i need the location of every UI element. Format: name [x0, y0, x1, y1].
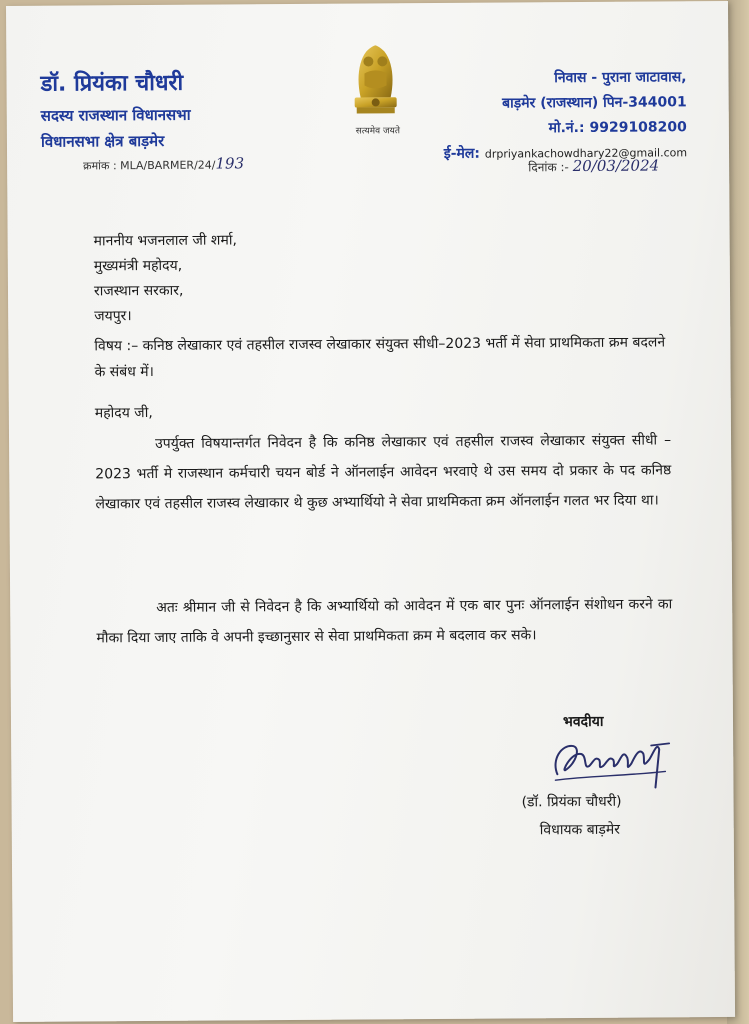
address-line-1: निवास - पुराना जाटावास,: [554, 69, 687, 87]
mobile-number: मो.नं.: 9929108200: [548, 119, 687, 137]
sender-constituency: विधानसभा क्षेत्र बाड़मेर: [40, 131, 165, 151]
letterhead-contact: [443, 67, 687, 169]
date-handwritten: 20/03/2024: [572, 156, 660, 176]
address-line-2: बाड़मेर (राजस्थान) पिन-344001: [502, 94, 687, 112]
signer-title: विधायक बाड़मेर: [539, 821, 621, 839]
addressee-line-2: मुख्यमंत्री महोदय,: [93, 257, 183, 275]
sender-designation: सदस्य राजस्थान विधानसभा: [40, 105, 191, 125]
addressee-line-3: राजस्थान सरकार,: [93, 282, 184, 300]
closing: भवदीया: [562, 713, 604, 731]
emblem-motto: सत्यमेव जयते: [355, 126, 401, 137]
body-paragraph-1: उपर्युक्त विषयान्तर्गत निवेदन है कि कनिष्ठ लेखाकार एवं तहसील राजस्व लेखाकार संयुक्त सीधी –2023 भर्ती मे राजस्थान कर्मचारी चयन बोर्ड ने ऑनलाईन आवेदन भरवाऐ थे उस समय दो प्रकार के पद कनिष्ठ लेखाकार एवं तहसील राजस्व लेखाकार थे कुछ अभ्यार्थियो ने सेवा प्राथमिकता क्रम ऑनलाईन गलत भर दिया था।: [95, 432, 672, 513]
addressee-line-4: जयपुर।: [94, 308, 132, 325]
signer-name: (डॉ. प्रियंका चौधरी): [521, 793, 622, 811]
email-label: ई-मेल:: [443, 145, 481, 162]
date-label: दिनांक :-: [528, 160, 569, 175]
email-address: drpriyankachowdhary22@gmail.com: [484, 146, 688, 161]
signature-icon: [547, 729, 677, 790]
salutation: महोदय जी,: [94, 404, 153, 422]
addressee-block: [94, 228, 238, 329]
reference-label: क्रमांक : MLA/BARMER/24/: [83, 158, 216, 173]
letter-date: [528, 156, 659, 175]
letter-page: [6, 1, 735, 1022]
reference-handwritten: 193: [215, 154, 245, 173]
sender-name: डॉ. प्रियंका चौधरी: [40, 70, 184, 97]
subject-line: विषय :– कनिष्ठ लेखाकार एवं तहसील राजस्व लेखाकार संयुक्त सीधी–2023 भर्ती में सेवा प्राथमिकता क्रम बदलने के संबंध में।: [94, 334, 666, 381]
addressee-line-1: माननीय भजनलाल जी शर्मा,: [93, 232, 237, 250]
reference-number: [83, 154, 244, 173]
letterhead-sender: [40, 67, 190, 158]
body-paragraph-2: अतः श्रीमान जी से निवेदन है कि अभ्यार्थियो को आवेदन में एक बार पुनः ऑनलाईन संशोधन करने का मौका दिया जाए ताकि वे अपनी इच्छानुसार से सेवा प्राथमिकता क्रम मे बदलाव कर सके।: [96, 596, 673, 647]
